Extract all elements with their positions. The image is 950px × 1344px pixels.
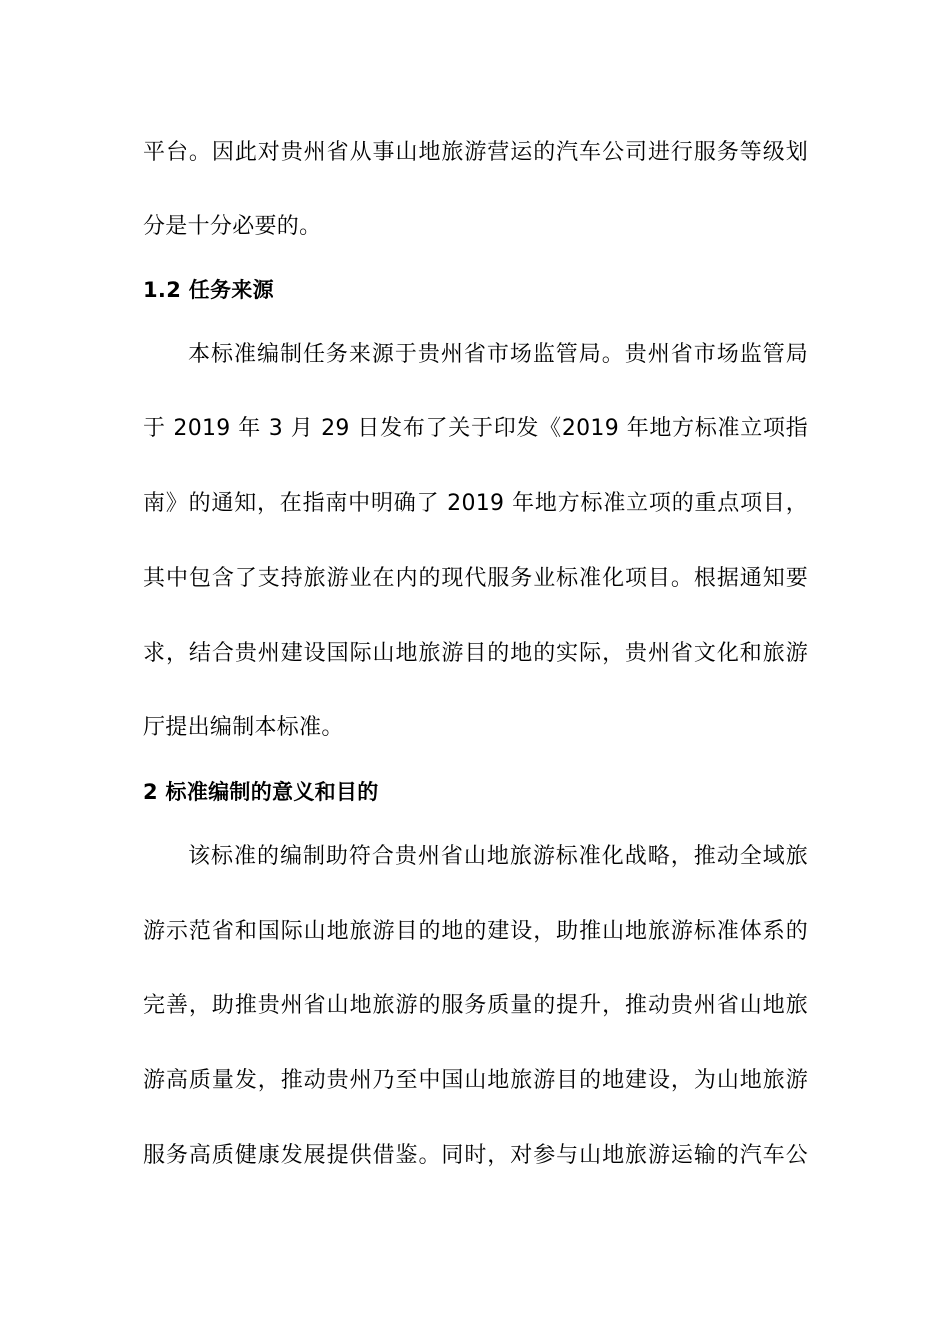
paragraph-line: 该标准的编制助符合贵州省山地旅游标准化战略，推动全域旅 <box>188 844 808 869</box>
section-heading-1-2: 1.2 任务来源 <box>143 278 274 302</box>
paragraph-line: 其中包含了支持旅游业在内的现代服务业标准化项目。根据通知要 <box>143 566 808 591</box>
paragraph-line: 游示范省和国际山地旅游目的地的建设，助推山地旅游标准体系的 <box>143 919 808 944</box>
paragraph-line: 厅提出编制本标准。 <box>143 715 344 740</box>
paragraph-line: 平台。因此对贵州省从事山地旅游营运的汽车公司进行服务等级划 <box>143 140 808 165</box>
paragraph-line: 服务高质健康发展提供借鉴。同时，对参与山地旅游运输的汽车公 <box>143 1143 808 1168</box>
paragraph-line: 于 2019 年 3 月 29 日发布了关于印发《2019 年地方标准立项指 <box>143 416 808 441</box>
paragraph-line: 本标准编制任务来源于贵州省市场监管局。贵州省市场监管局 <box>188 342 808 367</box>
paragraph-line: 游高质量发，推动贵州乃至中国山地旅游目的地建设，为山地旅游 <box>143 1068 808 1093</box>
section-heading-2: 2 标准编制的意义和目的 <box>143 780 379 804</box>
paragraph-line: 南》的通知，在指南中明确了 2019 年地方标准立项的重点项目， <box>143 491 808 516</box>
paragraph-line: 完善，助推贵州省山地旅游的服务质量的提升，推动贵州省山地旅 <box>143 993 808 1018</box>
paragraph-line: 分是十分必要的。 <box>143 214 322 239</box>
paragraph-line: 求，结合贵州建设国际山地旅游目的地的实际，贵州省文化和旅游 <box>143 641 808 666</box>
